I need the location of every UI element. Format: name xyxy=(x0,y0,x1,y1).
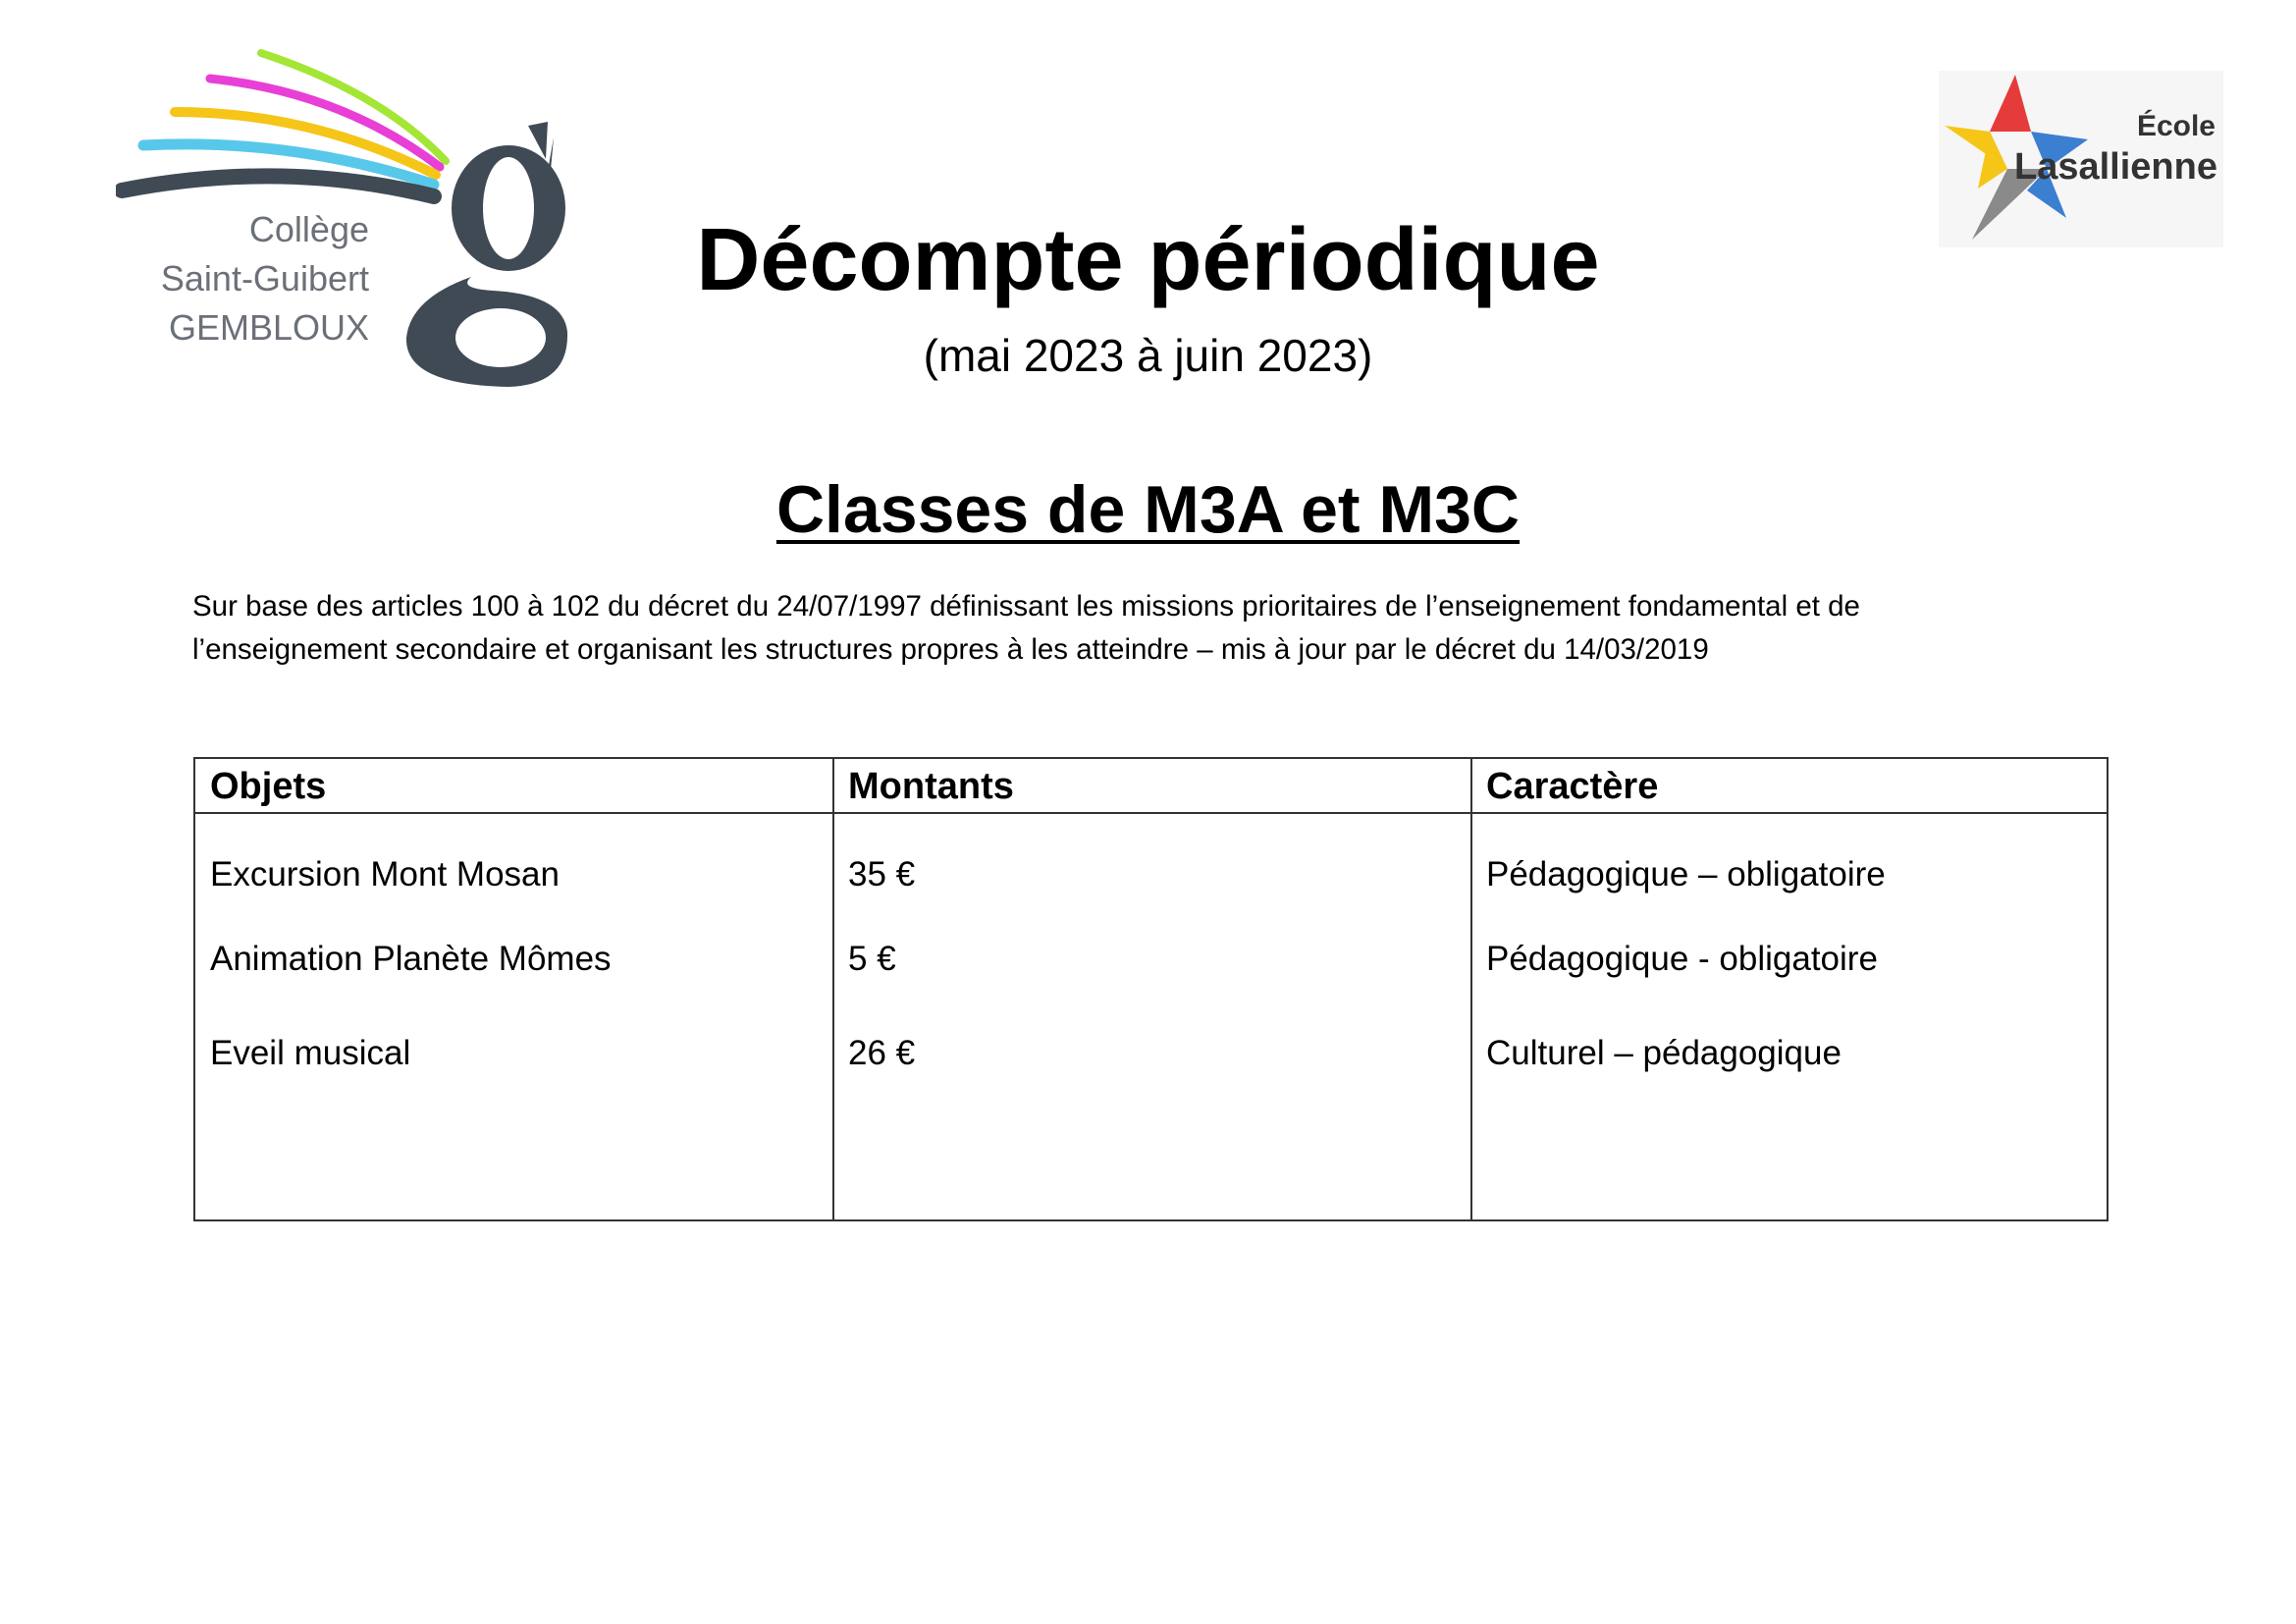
column-divider xyxy=(832,759,834,1219)
column-header-objets: Objets xyxy=(210,766,327,807)
fees-table xyxy=(193,757,2109,1221)
header-divider xyxy=(195,812,2107,814)
logo-ray-dark xyxy=(122,176,434,196)
cell-objet: Animation Planète Mômes xyxy=(210,940,612,978)
cell-caractere: Pédagogique – obligatoire xyxy=(1486,855,1886,893)
logo-text-ecole: École xyxy=(2136,110,2216,142)
logo-text-gembloux: GEMBLOUX xyxy=(168,307,369,348)
cell-caractere: Culturel – pédagogique xyxy=(1486,1034,1842,1072)
cell-objet: Eveil musical xyxy=(210,1034,411,1072)
logo-rays xyxy=(122,53,446,196)
cell-montant: 35 € xyxy=(848,855,916,893)
classes-heading xyxy=(0,465,2296,554)
legal-notice-line-1: Sur base des articles 100 à 102 du décret du 24/07/1997 définissant les missions prioritaires de l’enseignement fondamental et de xyxy=(192,590,1860,623)
logo-text-college: Collège xyxy=(248,209,369,249)
classes-heading-text: Classes de M3A et M3C xyxy=(775,472,1521,547)
cell-caractere: Pédagogique - obligatoire xyxy=(1486,940,1878,978)
column-divider xyxy=(1470,759,1472,1219)
legal-notice-line-2: l’enseignement secondaire et organisant les structures propres à les atteindre – mis à jour par le décret du 14/03/2019 xyxy=(192,633,1709,666)
cell-objet: Excursion Mont Mosan xyxy=(210,855,560,893)
logo-text-lasallienne: Lasallienne xyxy=(2014,146,2217,188)
page-title: Décompte périodique xyxy=(696,211,1600,309)
legal-notice xyxy=(192,585,2146,672)
period-subtitle: (mai 2023 à juin 2023) xyxy=(923,330,1373,381)
cell-montant: 5 € xyxy=(848,940,896,978)
cell-montant: 26 € xyxy=(848,1034,916,1072)
column-header-montants: Montants xyxy=(848,766,1014,807)
logo-text-saint-guibert: Saint-Guibert xyxy=(160,258,369,298)
column-header-caractere: Caractère xyxy=(1486,766,1659,807)
